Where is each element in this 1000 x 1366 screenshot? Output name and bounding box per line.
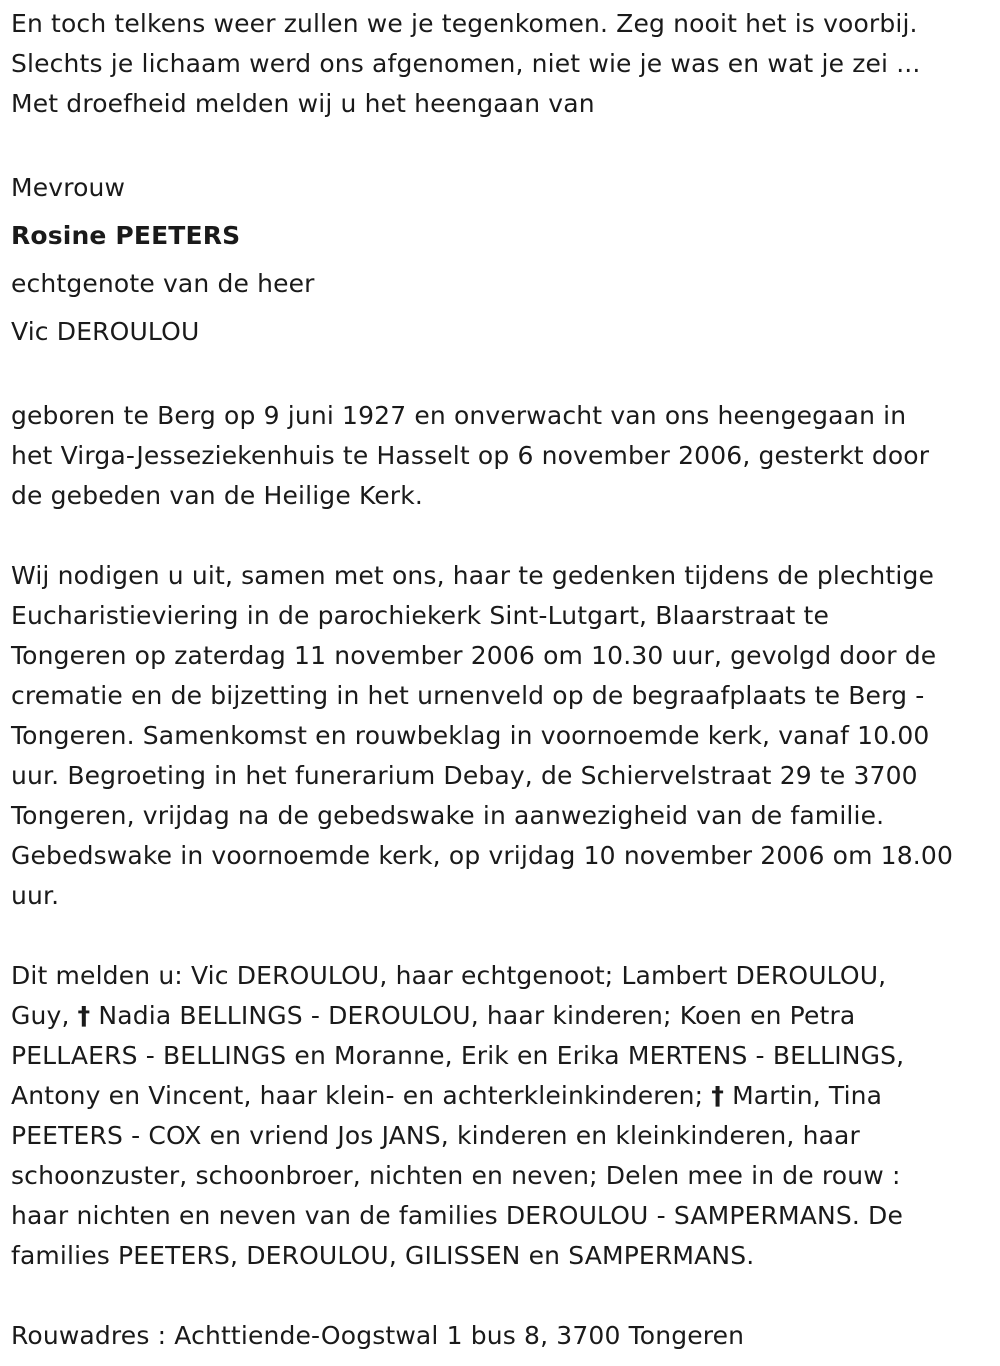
salutation: Mevrouw — [11, 173, 126, 202]
birth-death-line: geboren te Berg op 9 juni 1927 en onverwacht van ons heengegaan in — [11, 401, 907, 430]
ceremony-line: Gebedswake in voornoemde kerk, op vrijdag 10 november 2006 om 18.00 — [11, 841, 953, 870]
ceremony-block — [11, 556, 994, 916]
ceremony-line: crematie en de bijzetting in het urnenveld op de begraafplaats te Berg - — [11, 681, 925, 710]
mourning-address: Rouwadres : Achttiende-Oogstwal 1 bus 8, 3700 Tongeren — [11, 1321, 745, 1350]
birth-death-line: de gebeden van de Heilige Kerk. — [11, 481, 423, 510]
family-line — [11, 996, 994, 1036]
spacer — [11, 1276, 994, 1316]
family-block — [11, 956, 994, 1276]
spouse-name: Vic DEROULOU — [11, 317, 200, 346]
family-line — [11, 1076, 994, 1116]
verse-line: Met droefheid melden wij u het heengaan van — [11, 89, 595, 118]
deceased-name: Rosine PEETERS — [11, 221, 241, 250]
family-line: schoonzuster, schoonbroer, nichten en neven; Delen mee in de rouw : — [11, 1161, 901, 1190]
ceremony-line: uur. — [11, 881, 60, 910]
family-line: families PEETERS, DEROULOU, GILISSEN en SAMPERMANS. — [11, 1241, 755, 1270]
cross-icon: † — [711, 1081, 724, 1110]
birth-death-block — [11, 396, 994, 516]
family-line: haar nichten en neven van de families DEROULOU - SAMPERMANS. De — [11, 1201, 903, 1230]
spacer — [11, 124, 994, 164]
cross-icon: † — [77, 1001, 91, 1030]
spacer — [11, 356, 994, 396]
family-text: Guy, — [11, 1001, 78, 1030]
ceremony-line: Tongeren. Samenkomst en rouwbeklag in voornoemde kerk, vanaf 10.00 — [11, 721, 930, 750]
family-line: Dit melden u: Vic DEROULOU, haar echtgenoot; Lambert DEROULOU, — [11, 961, 887, 990]
ceremony-line: Eucharistieviering in de parochiekerk Sint-Lutgart, Blaarstraat te — [11, 601, 830, 630]
deceased-block — [11, 164, 994, 356]
ceremony-line: Wij nodigen u uit, samen met ons, haar te gedenken tijdens de plechtige — [11, 561, 935, 590]
address-block — [11, 1316, 994, 1356]
spacer — [11, 916, 994, 956]
ceremony-line: Tongeren, vrijdag na de gebedswake in aanwezigheid van de familie. — [11, 801, 885, 830]
verse-block — [11, 4, 994, 124]
ceremony-line: Tongeren op zaterdag 11 november 2006 om 10.30 uur, gevolgd door de — [11, 641, 937, 670]
verse-line: En toch telkens weer zullen we je tegenkomen. Zeg nooit het is voorbij. — [11, 9, 918, 38]
family-text: Martin, Tina — [723, 1081, 883, 1110]
relation: echtgenote van de heer — [11, 269, 315, 298]
family-text: Antony en Vincent, haar klein- en achterkleinkinderen; — [11, 1081, 712, 1110]
family-text: Nadia BELLINGS - DEROULOU, haar kinderen; Koen en Petra — [90, 1001, 856, 1030]
spacer — [11, 516, 994, 556]
birth-death-line: het Virga-Jesseziekenhuis te Hasselt op 6 november 2006, gesterkt door — [11, 441, 930, 470]
verse-line: Slechts je lichaam werd ons afgenomen, niet wie je was en wat je zei ... — [11, 49, 921, 78]
family-line: PELLAERS - BELLINGS en Moranne, Erik en Erika MERTENS - BELLINGS, — [11, 1041, 905, 1070]
ceremony-line: uur. Begroeting in het funerarium Debay, de Schiervelstraat 29 te 3700 — [11, 761, 918, 790]
family-line: PEETERS - COX en vriend Jos JANS, kinderen en kleinkinderen, haar — [11, 1121, 860, 1150]
